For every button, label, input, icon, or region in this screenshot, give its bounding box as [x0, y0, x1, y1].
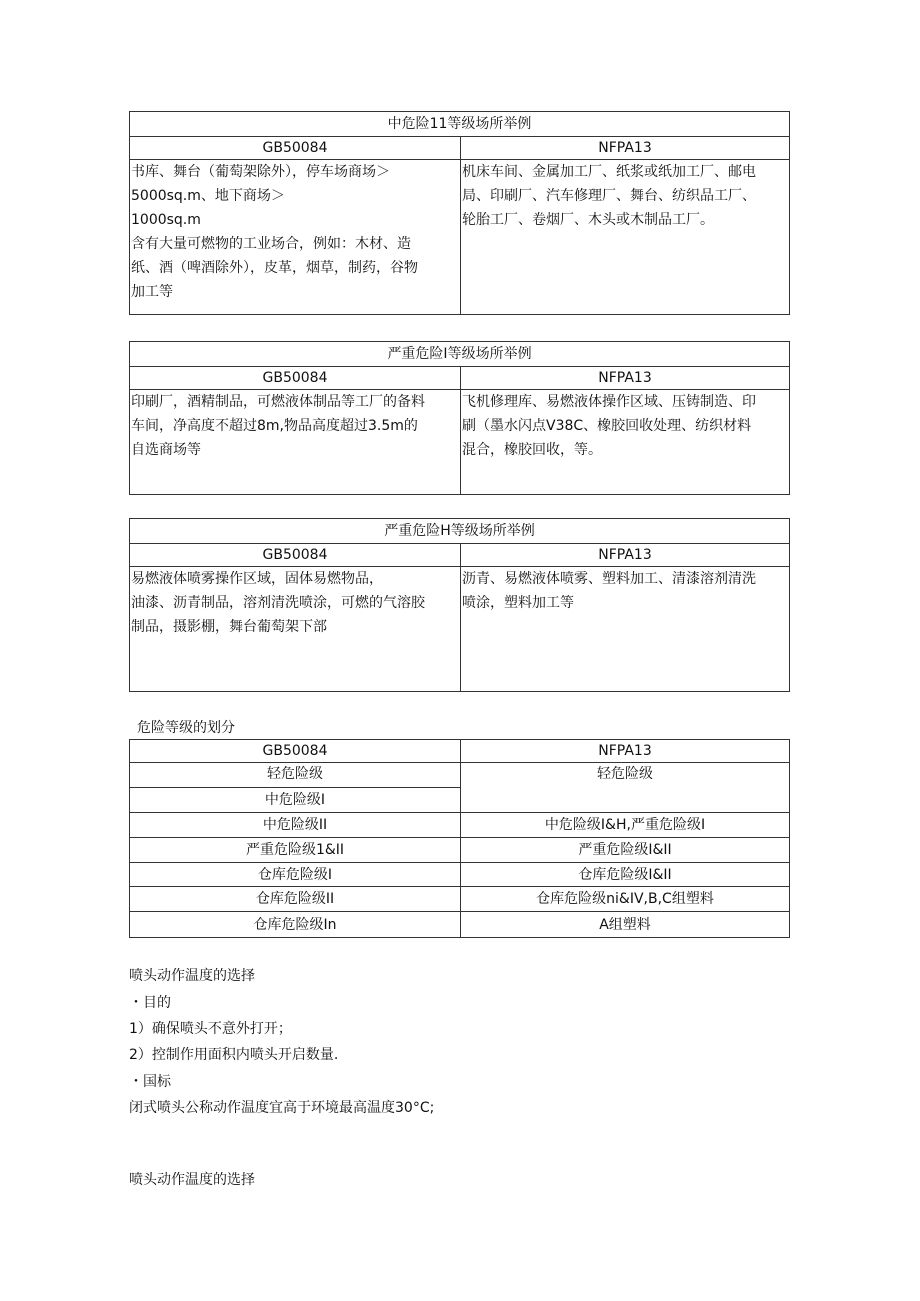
column-header-nfpa: NFPA13	[461, 137, 790, 160]
text-line: 轮胎工厂、卷烟厂、木头或木制品工厂。	[462, 212, 714, 228]
column-header-gb: GB50084	[130, 367, 461, 390]
column-header-gb: GB50084	[130, 740, 461, 763]
table-medium-hazard-ii	[129, 111, 790, 315]
table-cell: 仓库危险级ni&IV,B,C组塑料	[461, 887, 790, 912]
table-title: 严重危险H等级场所举例	[130, 519, 790, 544]
text-line: 局、印刷厂、汽车修理厂、舞台、纺织品工厂、	[462, 188, 756, 204]
text-line: 5000sq.m、地下商场＞	[131, 188, 285, 204]
column-header-nfpa: NFPA13	[461, 740, 790, 763]
table-cell: 仓库危险级II	[130, 887, 461, 912]
text-line: 机床车间、金属加工厂、纸浆或纸加工厂、邮电	[462, 164, 756, 180]
table-cell: A组塑料	[461, 912, 790, 938]
text-line: 易燃液体喷雾操作区域，固体易燃物品，	[131, 571, 383, 587]
text-line: 加工等	[131, 284, 173, 300]
text-line: 刷（墨水闪点V38C、橡胶回收处理、纺织材料	[462, 418, 752, 434]
nfpa-examples-cell	[461, 390, 790, 495]
table-cell: 严重危险级1&II	[130, 838, 461, 863]
nfpa-examples-cell	[461, 567, 790, 692]
column-header-gb: GB50084	[130, 137, 461, 160]
text-line: 书库、舞台（葡萄架除外），停车场商场＞	[131, 164, 390, 180]
text-line: 飞机修理库、易燃液体操作区域、压铸制造、印	[462, 394, 756, 410]
table-cell: 轻危险级	[461, 763, 790, 813]
table-cell: 中危险级I	[130, 788, 461, 813]
table-caption: 危险等级的划分	[137, 720, 235, 736]
gb-examples-cell	[130, 390, 461, 495]
purpose-item-1: 1）确保喷头不意外打开；	[129, 1021, 292, 1037]
table-cell: 仓库危险级In	[130, 912, 461, 938]
table-cell: 严重危险级I&II	[461, 838, 790, 863]
column-header-gb: GB50084	[130, 544, 461, 567]
table-hazard-classification	[129, 739, 790, 938]
gb-examples-cell	[130, 567, 461, 692]
table-title: 中危险11等级场所举例	[130, 112, 790, 137]
table-severe-hazard-ii	[129, 518, 790, 692]
text-line: 1000sq.m	[131, 212, 201, 228]
nfpa-examples-cell	[461, 160, 790, 315]
purpose-item-2: 2）控制作用面积内喷头开启数量.	[129, 1047, 339, 1063]
text-line: 印刷厂，酒精制品，可燃液体制品等工厂的备料	[131, 394, 425, 410]
table-cell: 仓库危险级I&II	[461, 863, 790, 887]
table-cell: 中危险级I&H,严重危险级I	[461, 813, 790, 838]
standard-text: 闭式喷头公称动作温度宜高于环境最高温度30°C;	[129, 1100, 435, 1116]
column-header-nfpa: NFPA13	[461, 544, 790, 567]
table-severe-hazard-i	[129, 341, 790, 495]
table-cell: 中危险级II	[130, 813, 461, 838]
table-cell: 仓库危险级I	[130, 863, 461, 887]
text-line: 制品，摄影棚，舞台葡萄架下部	[131, 619, 327, 635]
bullet-standard: ・国标	[129, 1074, 171, 1090]
text-line: 油漆、沥青制品，溶剂清洗喷涂，可燃的气溶胶	[131, 595, 425, 611]
text-line: 沥青、易燃液体喷雾、塑料加工、清漆溶剂清洗	[462, 571, 756, 587]
section-heading-repeat: 喷头动作温度的选择	[129, 1172, 255, 1188]
text-line: 喷涂，塑料加工等	[462, 595, 574, 611]
table-cell: 轻危险级	[130, 763, 461, 788]
text-line: 车间，净高度不超过8m,物品高度超过3.5m的	[131, 418, 418, 434]
text-line: 纸、酒（啤酒除外），皮革，烟草，制药，谷物	[131, 260, 418, 276]
table-title: 严重危险I等级场所举例	[130, 342, 790, 367]
text-line: 自选商场等	[131, 442, 201, 458]
column-header-nfpa: NFPA13	[461, 367, 790, 390]
section-heading: 喷头动作温度的选择	[129, 968, 255, 984]
text-line: 混合，橡胶回收，等。	[462, 442, 602, 458]
text-line: 含有大量可燃物的工业场合，例如：木材、造	[131, 236, 411, 252]
bullet-purpose: ・目的	[129, 995, 171, 1011]
gb-examples-cell	[130, 160, 461, 315]
